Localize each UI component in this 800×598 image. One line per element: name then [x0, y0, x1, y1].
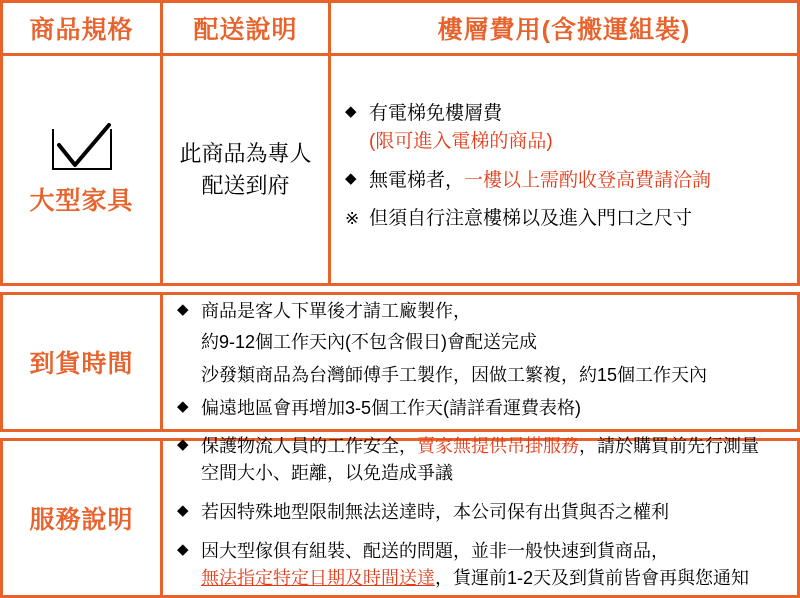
- header-delivery-note: 配送說明: [163, 3, 331, 53]
- arrival-time-list: [163, 295, 797, 429]
- label-service-note: [3, 441, 163, 595]
- furniture-item-0-line1: 有電梯免樓層費: [369, 102, 503, 124]
- diamond-bullet-icon: ◆: [177, 301, 189, 318]
- check-mark-icon: [49, 123, 115, 175]
- list-item: [177, 298, 785, 325]
- list-item: [177, 499, 785, 526]
- arrival-item-0: 商品是客人下單後才請工廠製作，: [201, 301, 471, 321]
- diamond-bullet-icon: ◆: [345, 102, 357, 120]
- list-item: [345, 100, 785, 157]
- arrival-item-3: 偏遠地區會再增加3-5個工作天(請詳看運費表格): [201, 398, 582, 418]
- diamond-bullet-icon: ◆: [177, 501, 189, 519]
- furniture-item-0-line2: (限可進入電梯的商品): [369, 131, 553, 152]
- arrival-item-2: 沙發類商品為台灣師傅手工製作，因做工繁複，約15個工作天內: [201, 365, 708, 385]
- label-service-note-text: 服務說明: [29, 506, 134, 534]
- label-arrival-time-text: 到貨時間: [29, 350, 134, 378]
- label-large-furniture: [3, 56, 163, 283]
- list-item: [177, 395, 785, 422]
- furniture-item-1-pre: 無電梯者，: [369, 169, 465, 191]
- reference-mark-icon: ※: [345, 209, 360, 228]
- service-note-list: [163, 435, 797, 595]
- header-floor-fee: 樓層費用(含搬運組裝): [437, 16, 691, 44]
- diamond-bullet-icon: ◆: [177, 540, 189, 558]
- furniture-delivery-text: 此商品為專人配送到府: [163, 56, 331, 283]
- service-item-2-post: ，貨運前1-2天及到貨前皆會再與您通知: [435, 567, 750, 588]
- furniture-item-2-line1: 但須自行注意樓梯以及進入門口之尺寸: [369, 208, 693, 229]
- diamond-bullet-icon: ◆: [177, 435, 189, 453]
- list-item: [177, 538, 785, 592]
- service-item-0-red: 賣家無提供吊掛服務: [417, 435, 579, 456]
- service-item-1-pre: 若因特殊地型限制無法送達時，本公司保有出貨與否之權利: [201, 501, 669, 522]
- service-item-0-post: ，請於購買前先行測量: [579, 435, 759, 456]
- list-item: [345, 205, 785, 234]
- service-item-2-red: 無法指定特定日期及時間送達: [201, 567, 435, 588]
- header-product-spec: 商品規格: [3, 3, 163, 53]
- arrival-item-1: 約9-12個工作天內(不包含假日)會配送完成: [201, 332, 538, 352]
- service-item-0-line2: 空間大小、距離，以免造成爭議: [201, 462, 453, 483]
- furniture-floor-fee-list: [331, 56, 797, 283]
- furniture-item-1-red: 一樓以上需酌收登高費請洽詢: [464, 169, 712, 191]
- service-item-2-pre: 因大型傢俱有組裝、配送的問題，並非一般快速到貨商品，: [201, 540, 669, 561]
- list-item: [177, 433, 785, 487]
- diamond-bullet-icon: ◆: [345, 169, 357, 187]
- list-item: [345, 167, 785, 196]
- row-arrival-time: [0, 292, 800, 432]
- label-arrival-time: [3, 295, 163, 429]
- label-large-furniture-text: 大型家具: [29, 186, 134, 215]
- diamond-bullet-icon: ◆: [177, 398, 189, 415]
- table-header-row: [0, 0, 800, 56]
- service-item-0-pre: 保護物流人員的工作安全，: [201, 435, 417, 456]
- row-large-furniture: [0, 56, 800, 286]
- row-service-note: [0, 435, 800, 598]
